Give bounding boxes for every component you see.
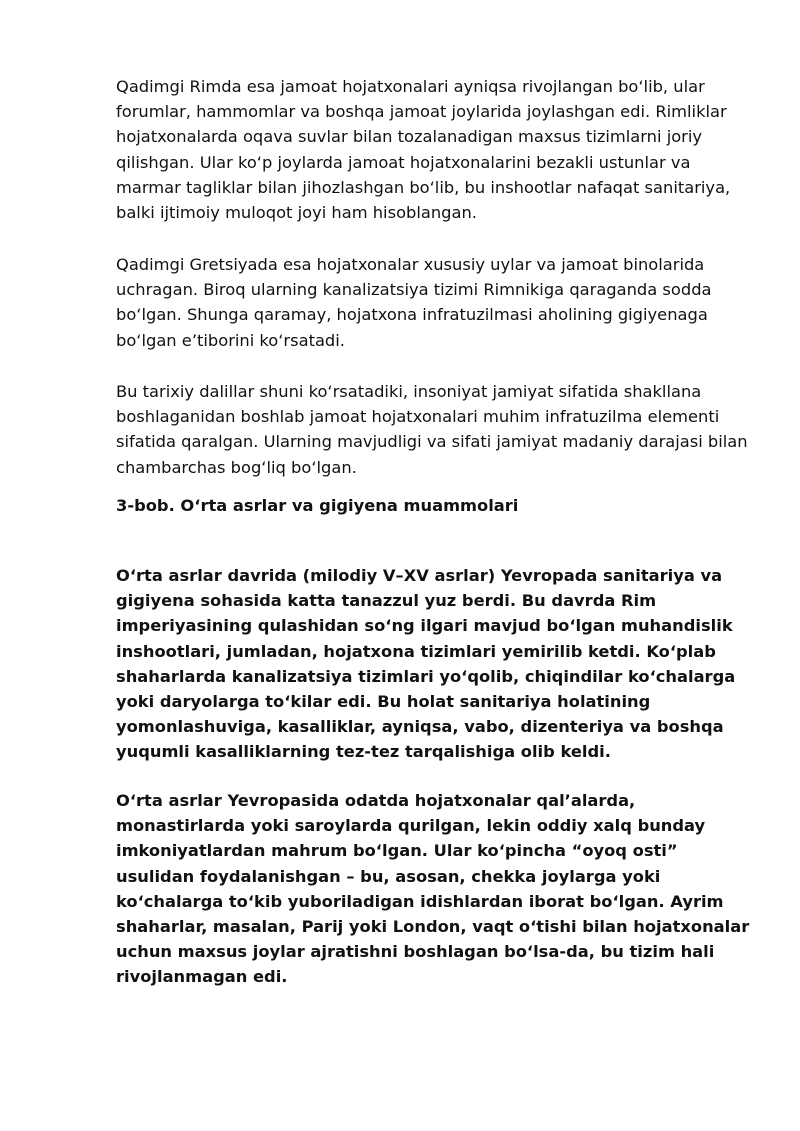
chapter-heading: 3-bob. O‘rta asrlar va gigiyena muammolari — [116, 496, 519, 515]
body-paragraph-rome: Qadimgi Rimda esa jamoat hojatxonalari ayniqsa rivojlangan bo‘lib, ular forumlar, hammomlar va boshqa jamoat joylarida joylashgan edi. Rimliklar hojatxonalarda oqava suvlar bilan tozalanadigan maxsus tizimlarni joriy qilishgan. Ular ko‘p joylarda jamoat hojatxonalarini bezakli ustunlar va marmar tagliklar bilan jihozlashgan bo‘lib, bu inshootlar nafaqat sanitariya, balki ijtimoiy muloqot joyi ham hisoblangan. — [116, 77, 731, 223]
bold-paragraph-middle-ages: O‘rta asrlar davrida (milodiy V–XV asrlar) Yevropada sanitariya va gigiyena sohasida katta tanazzul yuz berdi. Bu davrda Rim imperiyasining qulashidan so‘ng ilgari mavjud bo‘lgan muhandislik inshootlari, jumladan, hojatxona tizimlari yemirilib ketdi. Ko‘plab shaharlarda kanalizatsiya tizimlari yo‘qolib, chiqindilar ko‘chalarga yoki daryolarga to‘kilar edi. Bu holat sanitariya holatining yomonlashuviga, kasalliklar, ayniqsa, vabo, dizenteriya va boshqa yuqumli kasalliklarning tez-tez tarqalishiga olib keldi. — [116, 566, 736, 762]
bold-paragraph-medieval-europe: O‘rta asrlar Yevropasida odatda hojatxonalar qal’alarda, monastirlarda yoki saroylarda qurilgan, lekin oddiy xalq bunday imkoniyatlardan mahrum bo‘lgan. Ular ko‘pincha “oyoq osti” usulidan foydalanishgan – bu, asosan, chekka joylarga yoki ko‘chalarga to‘kib yuboriladigan idishlardan iborat bo‘lgan. Ayrim shaharlar, masalan, Parij yoki London, vaqt o‘tishi bilan hojatxonalar uchun maxsus joylar ajratishni boshlagan bo‘lsa-da, bu tizim hali rivojlanmagan edi. — [116, 791, 750, 987]
body-paragraph-conclusion: Bu tarixiy dalillar shuni ko‘rsatadiki, insoniyat jamiyat sifatida shakllana boshlaganidan boshlab jamoat hojatxonalari muhim infratuzilma elementi sifatida qaralgan. Ularning mavjudligi va sifati jamiyat madaniy darajasi bilan chambarchas bog‘liq bo‘lgan. — [116, 382, 748, 477]
body-paragraph-greece: Qadimgi Gretsiyada esa hojatxonalar xususiy uylar va jamoat binolarida uchragan. Biroq ularning kanalizatsiya tizimi Rimnikiga qaraganda sodda bo‘lgan. Shunga qaramay, hojatxona infratuzilmasi aholining gigiyenaga bo‘lgan e’tiborini ko‘rsatadi. — [116, 255, 712, 350]
